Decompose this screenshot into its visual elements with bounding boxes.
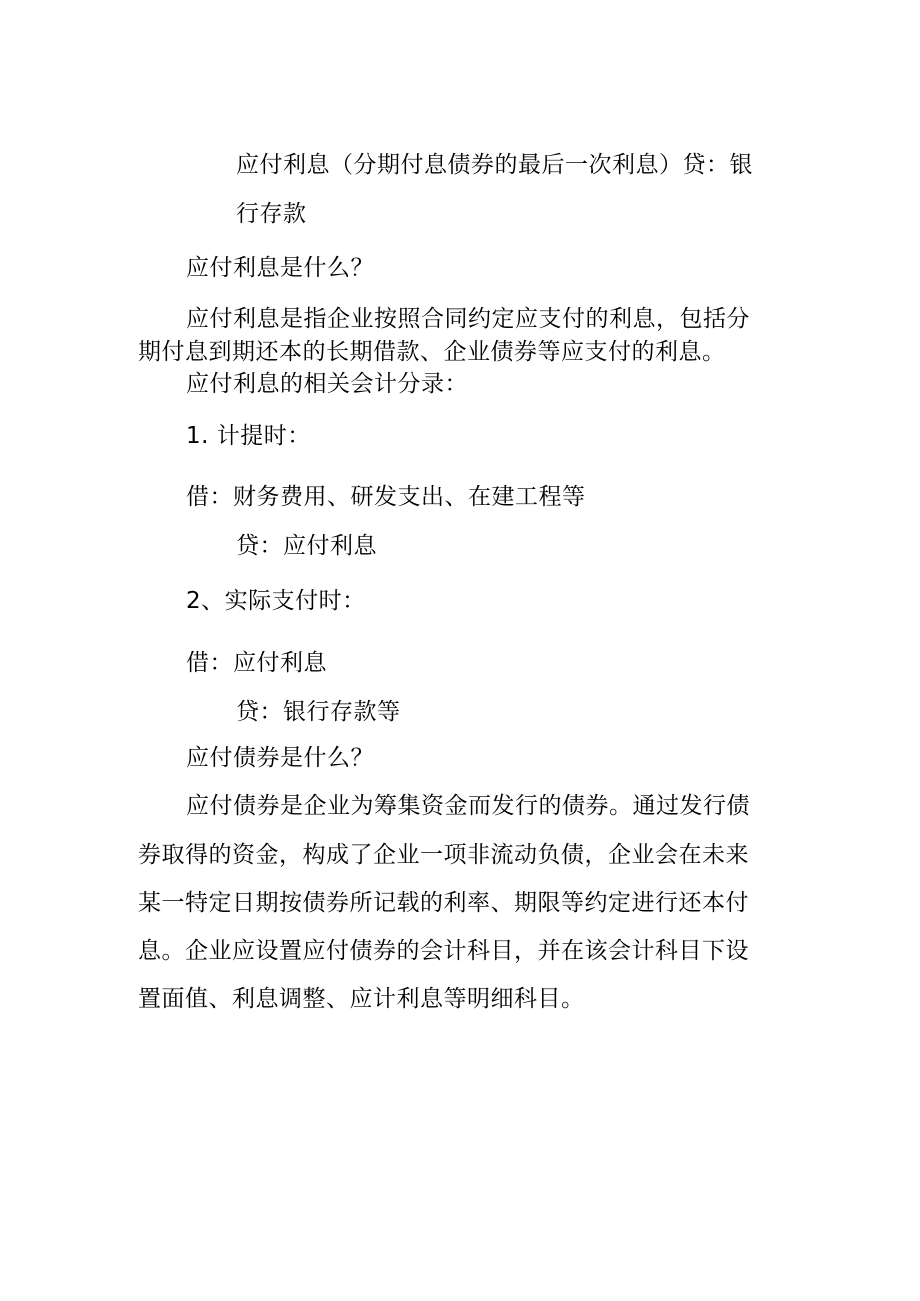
text-line: 应付利息的相关会计分录：	[186, 371, 468, 397]
text-line: 借：应付利息	[186, 650, 327, 676]
text-line: 应付利息是指企业按照合同约定应支付的利息，包括分	[186, 306, 750, 332]
text-line: 某一特定日期按债券所记载的利率、期限等约定进行还本付	[138, 890, 749, 916]
text-line: 息。企业应设置应付债券的会计科目，并在该会计科目下设	[138, 938, 749, 964]
text-line: 券取得的资金，构成了企业一项非流动负债，企业会在未来	[138, 842, 749, 868]
text-line: 借：财务费用、研发支出、在建工程等	[186, 484, 586, 510]
text-line: 置面值、利息调整、应计利息等明细科目。	[138, 986, 585, 1012]
text-line: 行存款	[236, 201, 307, 227]
text-line: 应付债券是企业为筹集资金而发行的债券。通过发行债	[186, 793, 750, 819]
text-line: 贷：应付利息	[236, 533, 377, 559]
text-line: 2、实际支付时：	[186, 588, 366, 614]
text-line: 贷：银行存款等	[236, 699, 401, 725]
section-heading: 应付债券是什么？	[186, 745, 374, 771]
section-heading: 应付利息是什么？	[186, 255, 374, 281]
text-line: 应付利息（分期付息债券的最后一次利息）贷：银	[236, 152, 753, 178]
text-line: 1. 计提时：	[186, 423, 311, 449]
text-line: 期付息到期还本的长期借款、企业债券等应支付的利息。	[138, 339, 726, 365]
